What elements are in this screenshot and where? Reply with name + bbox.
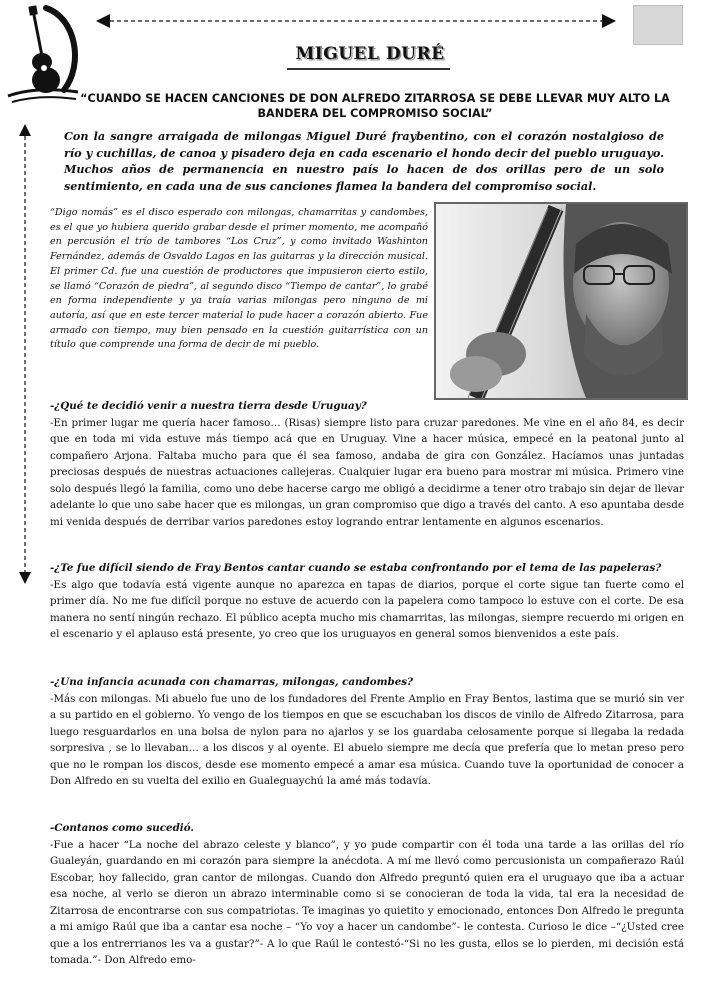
corner-gray-box	[633, 5, 683, 45]
interview-answer: -Fue a hacer “La noche del abrazo celeste y blanco”, y yo pude compartir con él toda una tarde a las orillas del río Gualeyán, guardando en mi corazón para siempre la anécdota. A mí me llevó como percusionista un compañerazo Raúl Escobar, hoy fallecido, gran cantor de milongas. Cuando don Alfredo preguntó quien era el uruguayo que iba a actuar esa noche, al verlo se dieron un abrazo interminable como si se conocieran de toda la vida, tal era la necesidad de Zitarrosa de encontrarse con sus compatriotas. Te imaginas yo quietito y emocionado, entonces Don Alfredo le pregunta a mi amigo Raúl que iba a cantar esa noche – “Yo voy a hacer un candombe”- le contesta. Curioso le dice –“¿Usted cree que a los entrerrianos les va a gustar?”- A lo que Raúl le contestó-“Si no les gusta, ellos se lo pierden, mi decisión está tomada.”- Don Alfredo emo-	[50, 838, 684, 966]
interview-block-3	[50, 674, 684, 790]
interview-question: -¿Te fue difícil siendo de Fray Bentos cantar cuando se estaba confrontando por el tema de las papeleras?	[50, 562, 662, 574]
interview-question: -¿Una infancia acunada con chamarras, milongas, candombes?	[50, 676, 414, 688]
interview-block-4	[50, 820, 684, 969]
musician-photo	[434, 202, 688, 400]
interview-answer: -En primer lugar me quería hacer famoso… (Risas) siempre listo para cruzar paredones. Me vine en el año 84, es decir que en toda mi vida estuve más tiempo acá que en Uruguay. Vine a hacer música, empecé en la peatonal junto al compañero Arjona. Faltaba mucho para que él sea famoso, andaba de gira con González. Hacíamos unas juntadas preciosas después de nuestras actuaciones callejeras. Cualquier lugar era bueno para mostrar mi música. Primero vine solo después llegó la familia, como uno debe hacerse cargo me obligó a decidirme a tener otro trabajo sin dejar de llevar adelante lo que uno sabe hacer que es milongas, un gran compromiso que digo a través del canto. A eso apuntaba desde mi venida después de derribar varios paredones estoy logrando entrar lentamente en algunos escenarios.	[50, 416, 684, 528]
guitar-logo-icon	[6, 4, 80, 108]
headline-quote: “CUANDO SE HACEN CANCIONES DE DON ALFREDO ZITARROSA SE DEBE LLEVAR MUY ALTO LA BANDERA DEL COMPROMISO SOCIAL”	[80, 92, 670, 120]
top-decorative-arrow-rule	[96, 10, 616, 32]
vertical-arrow-rule	[16, 124, 34, 584]
interview-block-2	[50, 560, 684, 643]
interview-answer: -Más con milongas. Mi abuelo fue uno de los fundadores del Frente Amplio en Fray Bentos, lastima que se murió sin ver a su partido en el gobierno. Yo vengo de los tiempos en que se escuchaban los discos de vinilo de Alfredo Zitarrosa, para luego resguardarlos en una bolsa de nylon para no ajarlos y se los guardaba celosamente porque si llegaba la redada sorpresiva , se lo llevaban… a los discos y al oyente. El abuelo siempre me decía que prefería que lo metan preso pero que no le rompan los discos, desde ese momento empecé a amar esa música. Cuando tuve la oportunidad de conocer a Don Alfredo en su vuelta del exilio en Gualeguaychú la amé más todavía.	[50, 692, 684, 787]
interview-block-1	[50, 398, 684, 530]
title-underline	[287, 68, 450, 70]
intro-paragraph: Con la sangre arraigada de milongas Miguel Duré fraybentino, con el corazón nostalgioso de río y cuchillas, de canoa y pisadero deja en cada escenario el hondo decir del pueblo uruguayo. Muchos años de permanencia en nuestro país lo hacen de dos orillas pero de un solo sentimiento, en cada una de sus canciones flamea la bandera del compromiso social.	[64, 129, 664, 193]
interview-answer: -Es algo que todavía está vigente aunque no aparezca en tapas de diarios, porque el corte sigue tan fuerte como el primer día. No me fue difícil porque no estuve de acuerdo con la papelera como tampoco lo estuve con el corte. De esa manera no sentí ningún rechazo. El público acepta mucho mis chamarritas, las milongas, siempre recuerdo mi origen en el escenario y el aplauso está presente, yo creo que los uruguayos en general somos bienvenidos a este país.	[50, 578, 684, 640]
page-title: MIGUEL DURÉ	[295, 44, 445, 64]
sidebar-paragraph: “Digo nomás” es el disco esperado con milongas, chamarritas y candombes, es el que yo hubiera querido grabar desde el primer momento, me acompañó en percusión el trío de tambores “Los Cruz”, y como invitado Washinton Fernández, además de Osvaldo Lagos en las guitarras y la dirección musical. El primer Cd. fue una cuestión de productores que impusieron cierto estilo, se llamó “Corazón de piedra”, al segundo disco “Tiempo de cantar”, lo grabé en forma independiente y ya traía varias milongas pero ninguno de mi autoría, así que en este tercer material lo pude hacer a corazón abierto. Fue armado con tiempo, muy bien pensado en la cuestión guitarrística con un título que comprende una forma de decir de mi pueblo.	[50, 207, 428, 351]
interview-question: -Contanos como sucedió.	[50, 822, 194, 834]
interview-question: -¿Qué te decidió venir a nuestra tierra desde Uruguay?	[50, 400, 367, 412]
